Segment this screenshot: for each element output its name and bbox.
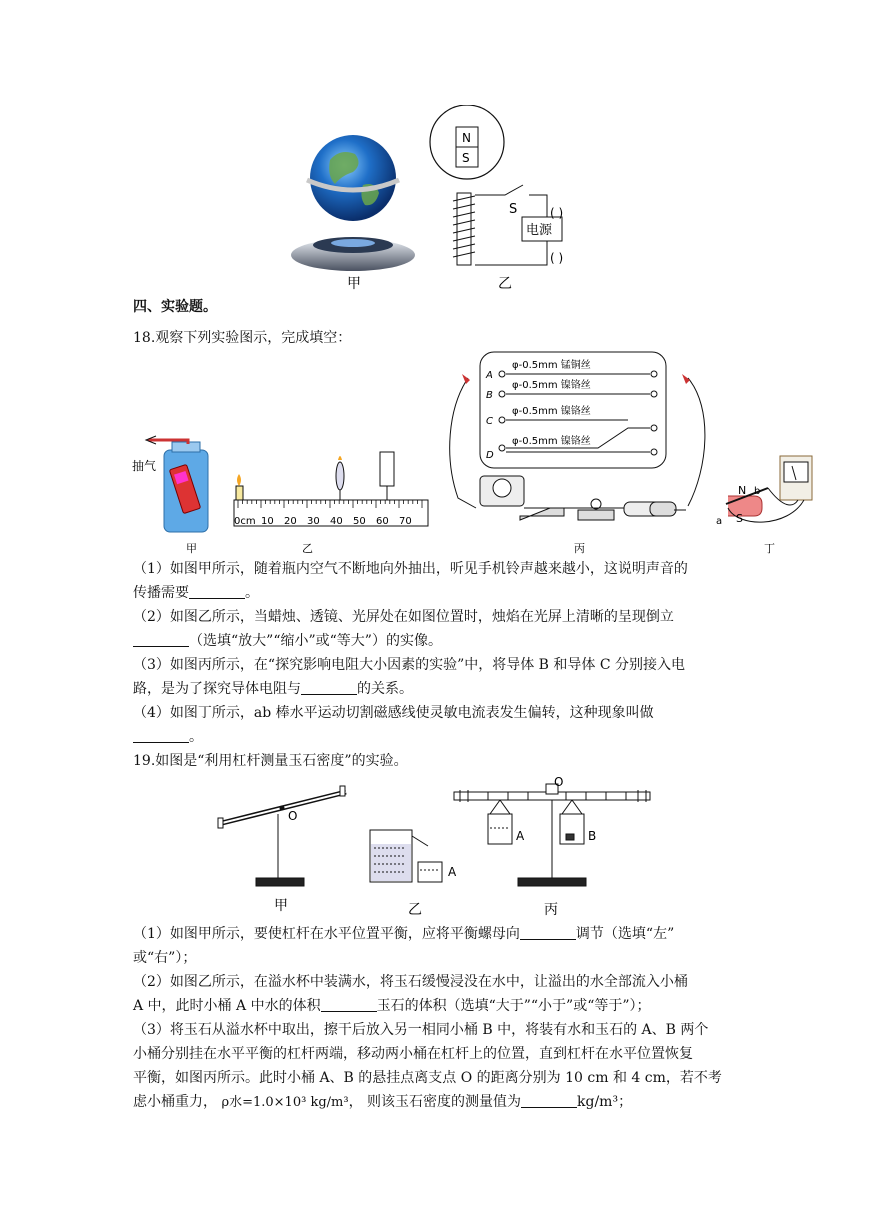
- q18-p3-text: 路，是为了探究导体电阻与: [133, 681, 301, 697]
- bell-jar-apparatus: [146, 436, 208, 532]
- q18-p1-line2: [133, 583, 259, 603]
- q19-figure: [210, 774, 670, 920]
- q19-caption-bing: 丙: [544, 902, 558, 918]
- wire-spec-label: φ-0.5mm 镍铬丝: [512, 406, 591, 417]
- q18-blank-2[interactable]: [133, 632, 189, 647]
- q18-p3-end: 的关系。: [357, 681, 413, 697]
- ding-b-label: b: [754, 486, 761, 497]
- q19-p1-line2: 或“右”）；: [133, 950, 197, 966]
- q18-figure-caption: 甲: [186, 542, 197, 555]
- wire-spec-label: φ-0.5mm 镍铬丝: [512, 380, 591, 391]
- q18-figure-caption: 丙: [574, 542, 585, 555]
- water-density-formula: ρ水=1.0×10³ kg/m³: [221, 1095, 349, 1110]
- q19-p1-end: 调节（选填“左”: [575, 926, 675, 942]
- q18-p1-text: 传播需要: [133, 585, 189, 601]
- q18-p3-line1: （3）如图丙所示，在“探究影响电阻大小因素的实验”中，将导体 B 和导体 C 分别接入电: [133, 657, 686, 673]
- ruler-tick-label: 70: [399, 516, 412, 527]
- maglev-globe-image: [291, 135, 415, 271]
- q18-stem: 18.观察下列实验图示，完成填空：: [133, 330, 352, 346]
- q18-p2-text: （选填“放大”“缩小”或“等大”）的实像。: [189, 633, 442, 649]
- q19-p2-line1: （2）如图乙所示，在溢水杯中装满水，将玉石缓慢浸没在水中，让溢出的水全部流入小桶: [133, 974, 688, 990]
- ruler-tick-label: 50: [353, 516, 366, 527]
- q19-p1-text: （1）如图甲所示，要使杠杆在水平位置平衡，应将平衡螺母向: [133, 926, 520, 942]
- wire-letter: A: [486, 370, 493, 381]
- q19-stem: 19.如图是“利用杠杆测量玉石密度”的实验。: [133, 753, 408, 769]
- q19-p2-text: A 中，此时小桶 A 中水的体积: [133, 998, 321, 1014]
- pivot-o-label: O: [288, 809, 298, 823]
- power-source-label: 电源: [526, 223, 553, 238]
- q18-figure: [128, 348, 818, 558]
- q18-p4-end: 。: [189, 729, 203, 745]
- q18-p4-line1: （4）如图丁所示，ab 棒水平运动切割磁感线使灵敏电流表发生偏转，这种现象叫做: [133, 705, 654, 721]
- ding-s-label: S: [736, 512, 743, 525]
- q18-p3-line2: [133, 679, 413, 699]
- overflow-cup: [370, 830, 442, 882]
- q18-p4-line2: [133, 727, 203, 747]
- switch-label: S: [509, 202, 518, 217]
- q19-blank-3[interactable]: [521, 1093, 577, 1108]
- q18-blank-3[interactable]: [301, 680, 357, 695]
- bucket-a-label: A: [516, 829, 525, 843]
- bucket-a-label: A: [448, 865, 457, 879]
- q19-p2-line2: [133, 996, 651, 1016]
- wire-spec-label: φ-0.5mm 锰铜丝: [512, 360, 591, 371]
- terminal-blank-bottom: ( ): [550, 251, 564, 265]
- q19-p3-text: 虑小桶重力，: [133, 1094, 217, 1110]
- caption-jia: 甲: [347, 276, 361, 292]
- q19-p3-line3: 平衡，如图丙所示。此时小桶 A、B 的悬挂点离支点 O 的距离分别为 10 cm 和 4 cm，若不考: [133, 1070, 722, 1086]
- q18-p2-line1: （2）如图乙所示，当蜡烛、透镜、光屏处在如图位置时，烛焰在光屏上清晰的呈现倒立: [133, 609, 674, 625]
- magnet-n-label: N: [462, 131, 471, 145]
- q19-caption-yi: 乙: [408, 902, 422, 918]
- ruler-tick-label: 40: [330, 516, 343, 527]
- tilted-lever: [218, 786, 346, 886]
- ding-a-label: a: [716, 516, 723, 527]
- magnet-s-label: S: [462, 151, 470, 165]
- top-figure: [285, 105, 595, 295]
- q18-p2-line2: [133, 631, 442, 651]
- wire-letter: C: [486, 416, 493, 427]
- ruler-tick-label: 30: [307, 516, 320, 527]
- wire-letter: B: [486, 390, 493, 401]
- q19-p3-mid: ， 则该玉石密度的测量值为: [348, 1094, 522, 1110]
- q18-blank-1[interactable]: [189, 584, 245, 599]
- q19-blank-1[interactable]: [520, 925, 576, 940]
- wire-letter: D: [486, 450, 494, 461]
- q19-p3-line2: 小桶分别挂在水平平衡的杠杆两端，移动两小桶在杠杆上的位置，直到杠杆在水平位置恢复: [133, 1046, 693, 1062]
- ruler-tick-label: 0cm: [234, 516, 256, 527]
- q18-blank-4[interactable]: [133, 728, 189, 743]
- bar-magnet: [430, 105, 504, 179]
- ruler-tick-label: 20: [284, 516, 297, 527]
- terminal-blank-top: ( ): [550, 206, 564, 220]
- q19-p3-line1: （3）将玉石从溢水杯中取出，擦干后放入另一相同小桶 B 中，将装有水和玉石的 A、B 两个: [133, 1022, 709, 1038]
- balanced-lever: [454, 784, 650, 886]
- q19-p3-end: kg/m³；: [577, 1094, 633, 1110]
- q18-p1-end: 。: [245, 585, 259, 601]
- q19-blank-2[interactable]: [321, 997, 377, 1012]
- q19-p2-end: 玉石的体积（选填“大于”“小于”或“等于”）；: [376, 998, 651, 1014]
- bucket-b-label: B: [588, 829, 597, 843]
- q18-figure-caption: 丁: [764, 542, 775, 555]
- ruler-tick-label: 10: [261, 516, 274, 527]
- optical-bench: [234, 452, 428, 526]
- section-title: 四、实验题。: [133, 299, 217, 315]
- wire-spec-label: φ-0.5mm 镍铬丝: [512, 436, 591, 447]
- q18-p1-line1: （1）如图甲所示，随着瓶内空气不断地向外抽出，听见手机铃声越来越小，这说明声音的: [133, 561, 688, 577]
- ruler-tick-label: 60: [376, 516, 389, 527]
- q19-caption-jia: 甲: [274, 898, 288, 914]
- caption-yi: 乙: [498, 276, 512, 292]
- q19-p1-line1: [133, 924, 674, 944]
- q19-p3-line4: [133, 1092, 632, 1113]
- ding-n-label: N: [738, 484, 747, 497]
- pump-label: 抽气: [132, 459, 157, 473]
- pivot-o-label: O: [554, 775, 564, 789]
- q18-figure-caption: 乙: [302, 542, 313, 555]
